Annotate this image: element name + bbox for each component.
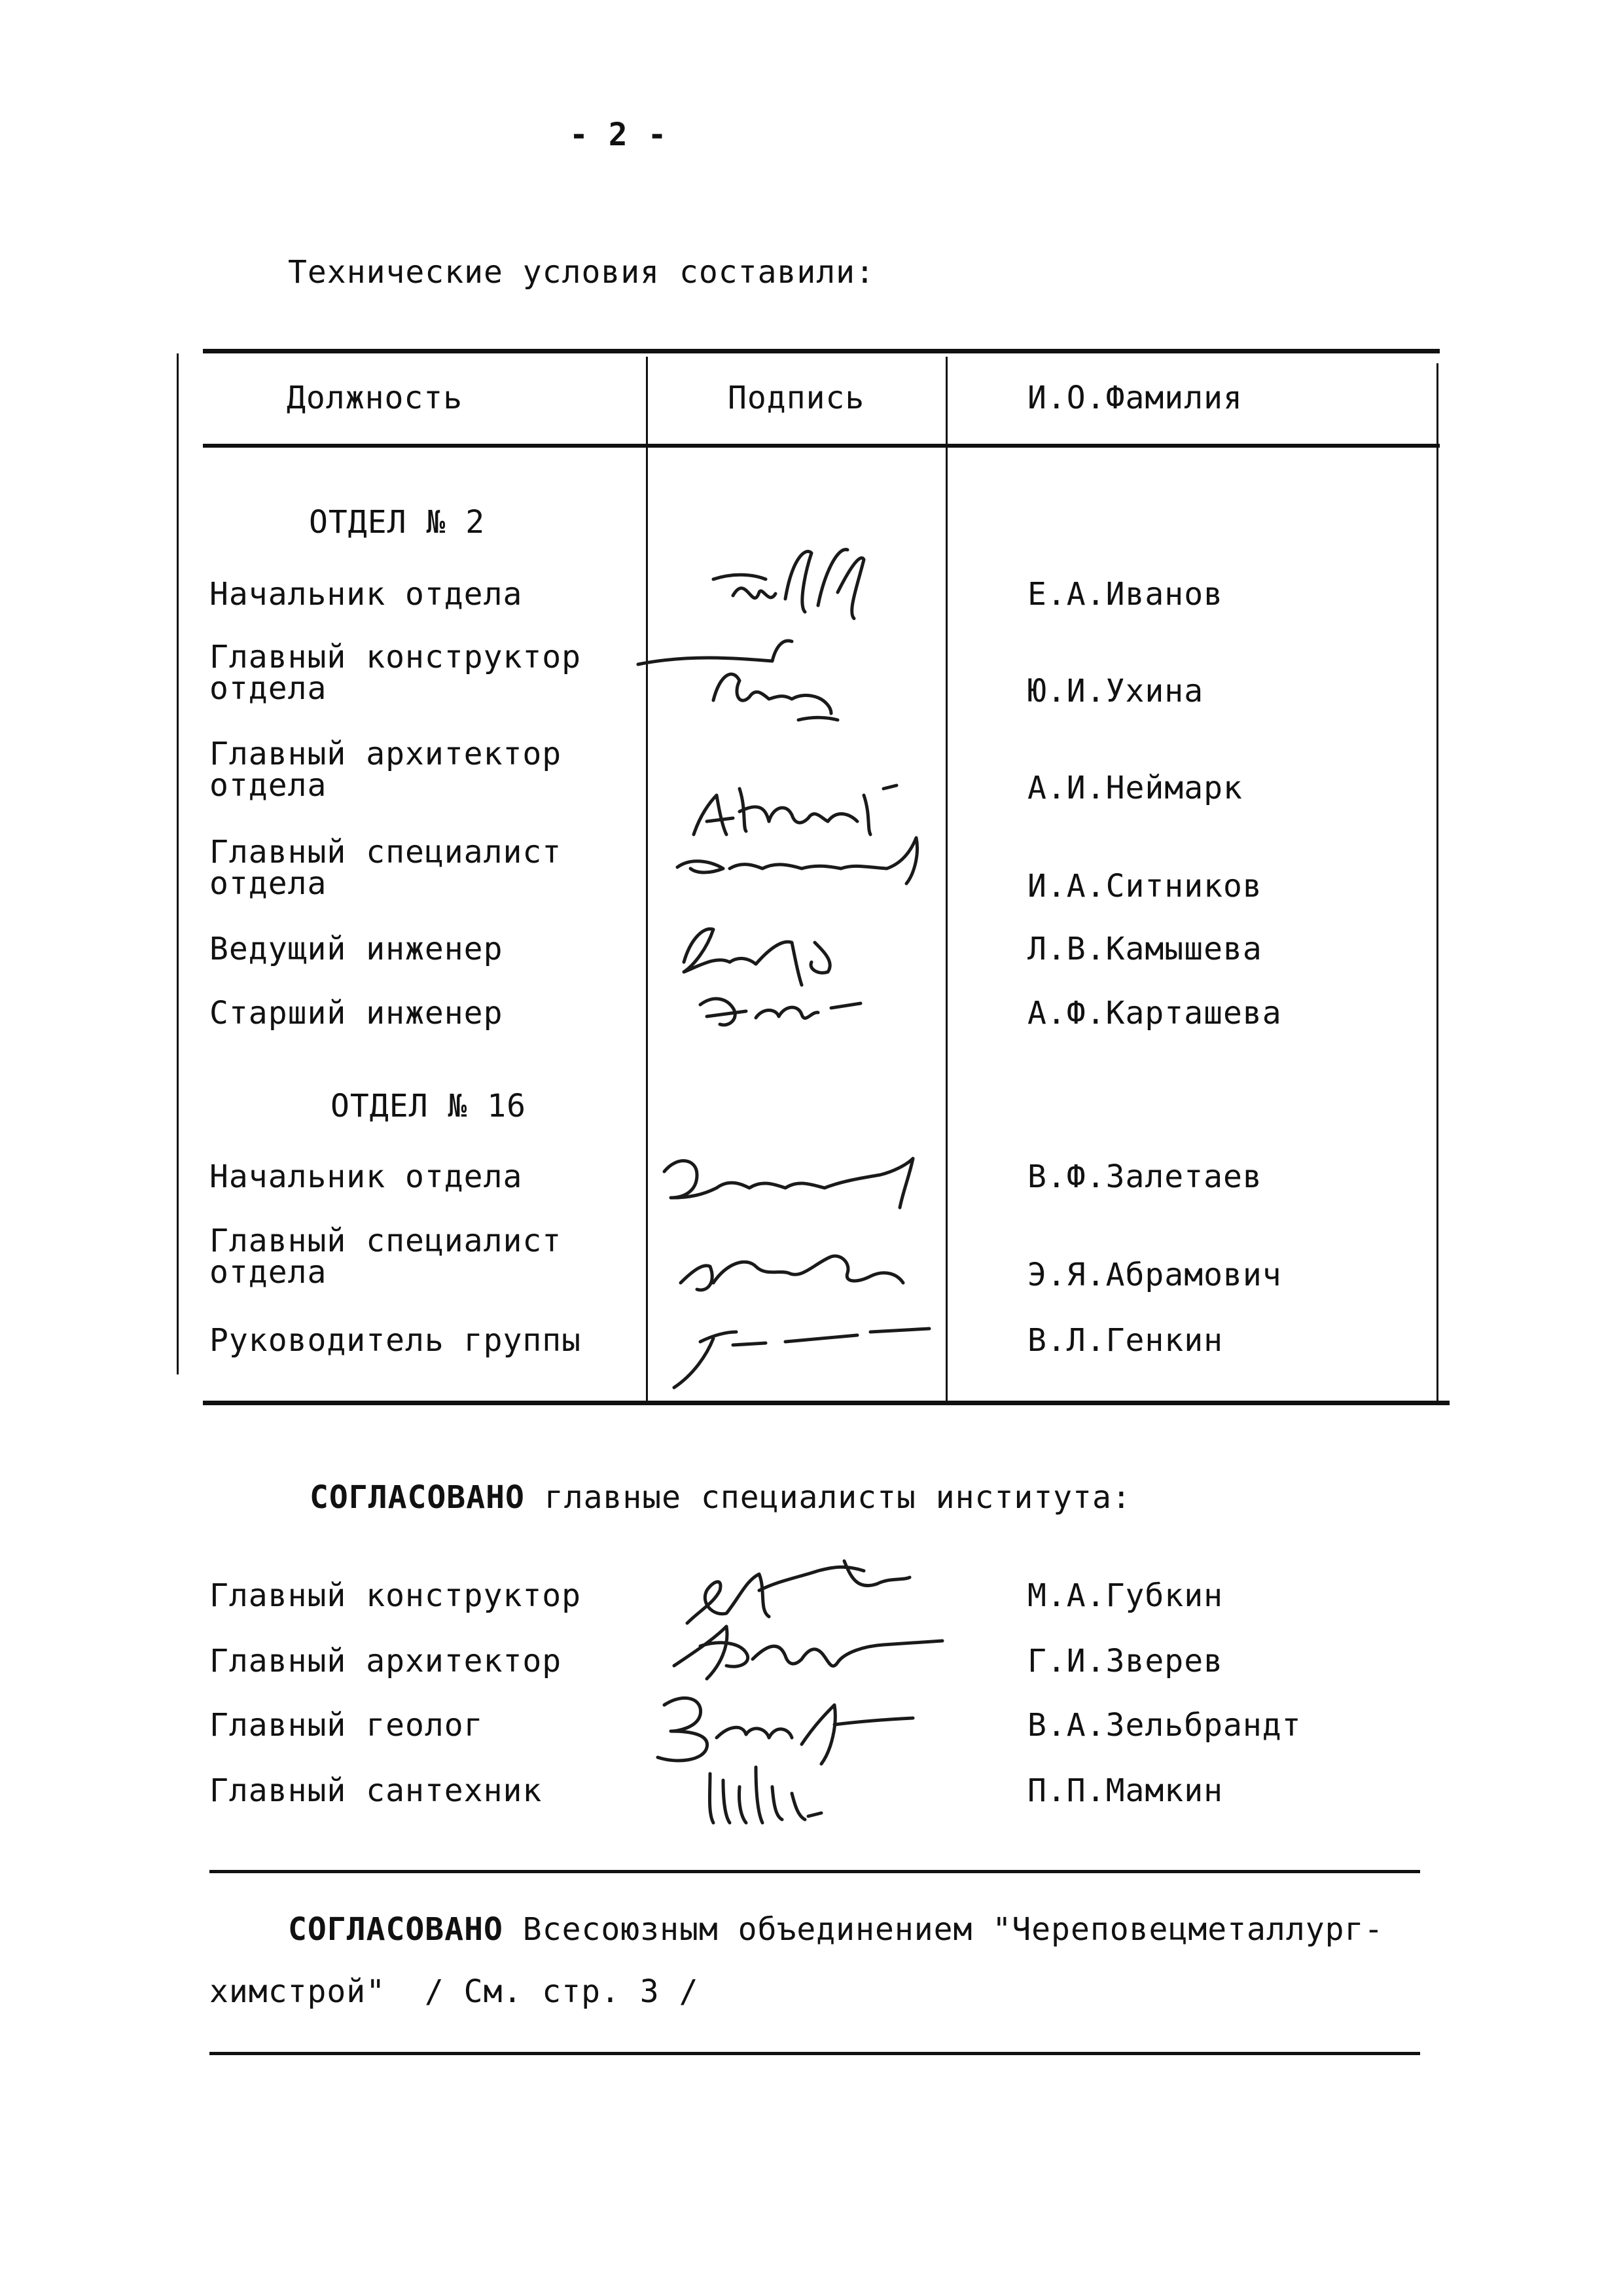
row-position: Руководитель группы: [209, 1322, 582, 1359]
row-name: И.А.Ситников: [1027, 868, 1262, 905]
specialist-name: М.А.Губкин: [1027, 1577, 1223, 1614]
header-name: И.О.Фамилия: [1027, 380, 1243, 416]
approved-label: СОГЛАСОВАНО: [310, 1479, 525, 1516]
signature-scribble: [651, 1139, 926, 1217]
row-name: Л.В.Камышева: [1027, 931, 1262, 967]
approved-label: СОГЛАСОВАНО: [288, 1911, 503, 1948]
table-bottom-rule: [203, 1401, 1450, 1405]
row-position: Главный конструктор отдела: [209, 639, 582, 707]
page-number: - 2 -: [569, 117, 668, 153]
table-header-rule: [203, 444, 1440, 448]
row-name: А.Ф.Карташева: [1027, 995, 1282, 1031]
approved-heading-text: главные специалисты института:: [524, 1479, 1132, 1516]
document-heading: Технические условия составили:: [288, 254, 875, 291]
table-col-divider-1: [646, 357, 648, 1401]
table-col-divider-2: [946, 357, 948, 1401]
row-name: Э.Я.Абрамович: [1027, 1257, 1282, 1293]
header-position: Должность: [287, 380, 463, 416]
specialist-position: Главный геолог: [209, 1707, 484, 1744]
table-left-border: [177, 353, 179, 1374]
specialist-position: Главный конструктор: [209, 1577, 582, 1614]
approved-union-line2: химстрой" / См. стр. 3 /: [209, 1973, 699, 2010]
row-position: Начальник отдела: [209, 1158, 523, 1195]
signature-scribble: [671, 828, 939, 900]
row-name: В.Ф.Залетаев: [1027, 1158, 1262, 1195]
specialist-name: П.П.Мамкин: [1027, 1772, 1223, 1809]
separator-line: [209, 1870, 1420, 1873]
specialist-position: Главный сантехник: [209, 1772, 543, 1809]
row-name: Ю.И.Ухина: [1027, 673, 1204, 709]
table-top-rule: [203, 349, 1440, 353]
dept-title: ОТДЕЛ № 2: [309, 504, 486, 541]
dept-title: ОТДЕЛ № 16: [330, 1088, 526, 1124]
row-position: Начальник отдела: [209, 576, 523, 613]
signature-scribble: [635, 635, 877, 733]
signature-scribble: [700, 1754, 831, 1833]
row-position: Главный специалист отдела: [209, 1223, 562, 1291]
signature-scribble: [694, 978, 864, 1037]
header-signature: Подпись: [728, 380, 865, 416]
row-name: Е.А.Иванов: [1027, 576, 1223, 613]
table-right-border: [1436, 363, 1438, 1401]
row-position: Главный специалист отдела: [209, 834, 562, 902]
row-name: В.Л.Генкин: [1027, 1322, 1223, 1359]
specialist-position: Главный архитектор: [209, 1643, 562, 1679]
signature-scribble: [707, 533, 877, 632]
separator-line: [209, 2052, 1420, 2055]
signature-scribble: [661, 1316, 936, 1394]
specialist-name: Г.И.Зверев: [1027, 1643, 1223, 1679]
specialist-name: В.А.Зельбрандт: [1027, 1707, 1302, 1744]
signature-scribble: [674, 1237, 916, 1302]
row-position: Главный архитектор отдела: [209, 736, 562, 804]
row-name: А.И.Неймарк: [1027, 770, 1243, 806]
approved-union-text: Всесоюзным объединением "Череповецметаллург-: [503, 1911, 1384, 1948]
row-position: Старший инженер: [209, 995, 503, 1031]
approved-specialists-heading: [310, 1479, 1132, 1516]
approved-union-line1: [288, 1911, 1383, 1948]
row-position: Ведущий инженер: [209, 931, 503, 967]
